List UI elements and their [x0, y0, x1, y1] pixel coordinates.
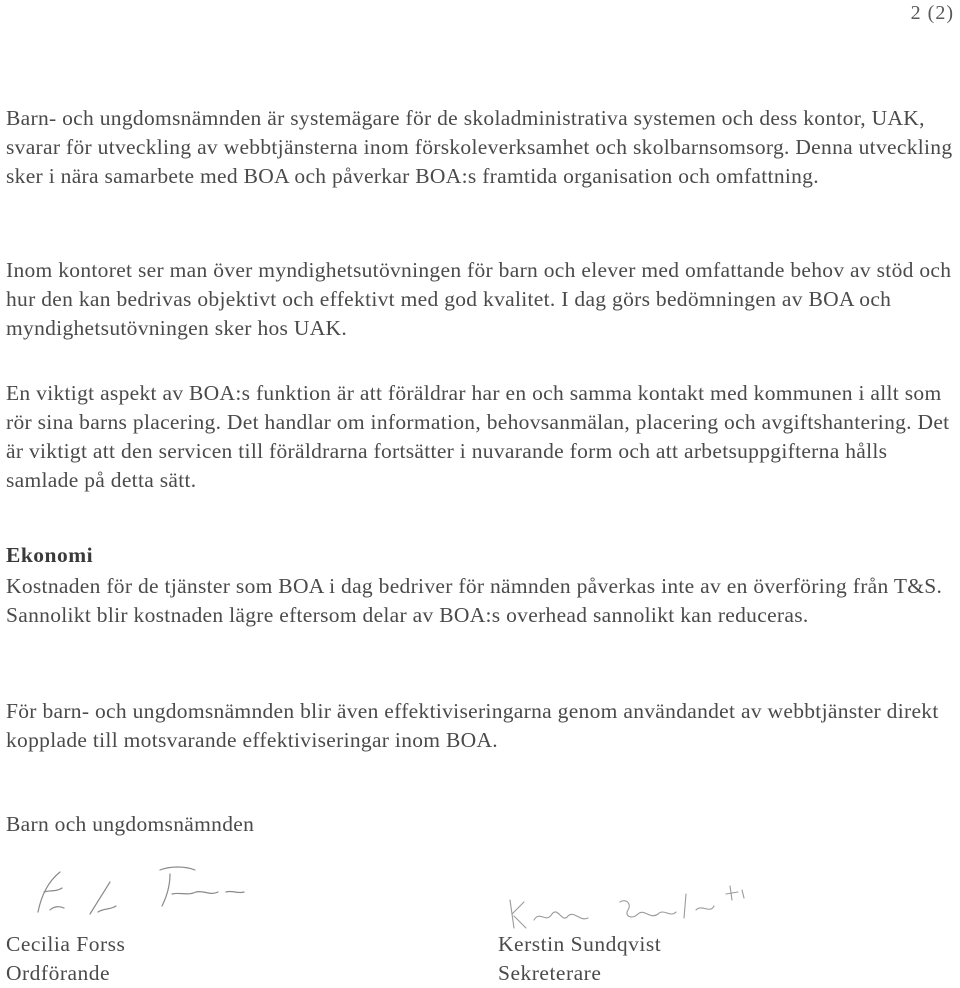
- paragraph-cost: Kostnaden för de tjänster som BOA i dag bedriver för nämnden påverkas inte av en överföring från T&S. Sannolikt blir kostnaden lägre eftersom delar av BOA:s overhead sannolikt kan reduceras.: [6, 574, 943, 627]
- signatory-left: [6, 930, 125, 988]
- section-heading-ekonomi: Ekonomi: [6, 543, 94, 567]
- paragraph-contact: En viktigt aspekt av BOA:s funktion är att föräldrar har en och samma kontakt med kommunen i allt som rör sina barns placering. Det handlar om information, behovsanmälan, placering och avgiftshantering. Det är viktigt att den servicen till föräldrarna fortsätter i nuvarande form och att arbetsuppgifterna hålls samlade på detta sätt.: [6, 381, 950, 492]
- signatory-title: Ordförande: [6, 961, 111, 985]
- paragraph-intro: Barn- och ungdomsnämnden är systemägare för de skoladministrativa systemen och dess kontor, UAK, svarar för utveckling av webbtjänsterna inom förskoleverksamhet och skolbarnsomsorg. Denna utveckling sker i nära samarbete med BOA och påverkar BOA:s framtida organisation och omfattning.: [6, 106, 953, 188]
- signature-cecilia-forss: [20, 862, 260, 922]
- signatory-right: [498, 930, 661, 988]
- paragraph-efficiency: För barn- och ungdomsnämnden blir även effektiviseringarna genom användandet av webbtjänster direkt kopplade till motsvarande effektiviseringar inom BOA.: [6, 699, 939, 752]
- signatory-title: Sekreterare: [498, 961, 602, 985]
- page-number: 2 (2): [910, 2, 954, 24]
- committee-name: Barn och ungdomsnämnden: [6, 812, 255, 836]
- signatory-name: Kerstin Sundqvist: [498, 932, 662, 956]
- signatory-name: Cecilia Forss: [6, 932, 126, 956]
- paragraph-authority: Inom kontoret ser man över myndighetsutövningen för barn och elever med omfattande behov av stöd och hur den kan bedrivas objektivt och effektivt med god kvalitet. I dag görs bedömningen av BOA och myndighetsutövningen sker hos UAK.: [6, 258, 952, 340]
